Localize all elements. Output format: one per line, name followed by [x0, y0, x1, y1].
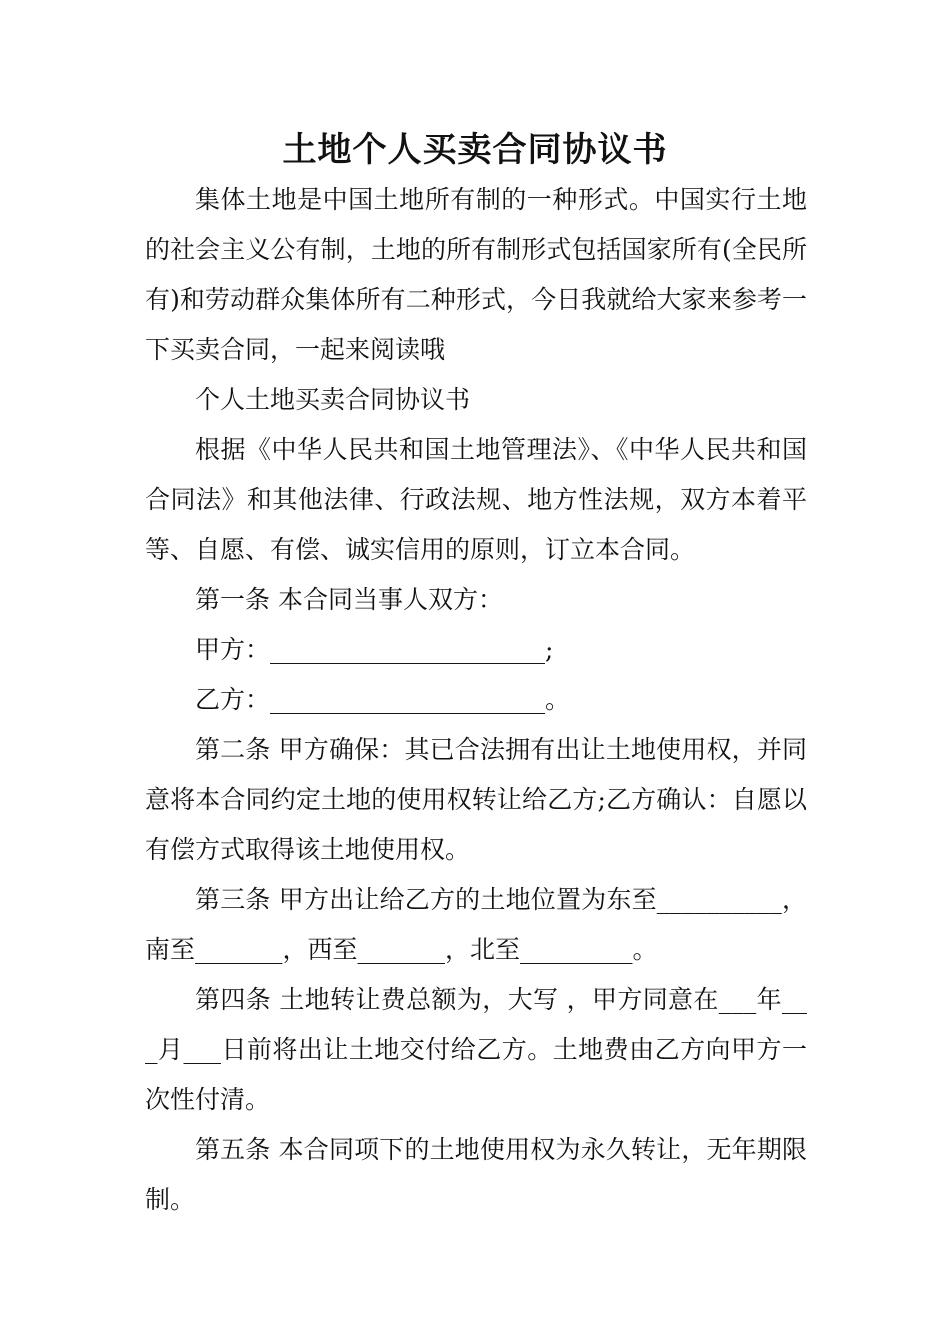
- paragraph-article-4: 第四条 土地转让费总额为，大写 ，甲方同意在___年___月___日前将出让土地交付给乙方。土地费由乙方向甲方一次性付清。: [145, 985, 807, 1114]
- paragraph-article-2: 第二条 甲方确保：其已合法拥有出让土地使用权，并同意将本合同约定土地的使用权转让给乙方;乙方确认：自愿以有偿方式取得该土地使用权。: [145, 735, 807, 864]
- paragraph-legal-basis: 根据《中华人民共和国土地管理法》、《中华人民共和国合同法》和其他法律、行政法规、地方性法规，双方本着平等、自愿、有偿、诚实信用的原则，订立本合同。: [145, 435, 807, 564]
- document-title: 土地个人买卖合同协议书: [282, 130, 668, 170]
- paragraph-party-b: 乙方：______________________。: [195, 685, 571, 714]
- paragraph-article-5: 第五条 本合同项下的土地使用权为永久转让，无年期限制。: [145, 1135, 807, 1214]
- paragraph-subtitle: 个人土地买卖合同协议书: [195, 385, 471, 414]
- paragraph-party-a: 甲方：______________________;: [195, 635, 554, 664]
- paragraph-intro: 集体土地是中国土地所有制的一种形式。中国实行土地的社会主义公有制，土地的所有制形式包括国家所有(全民所有)和劳动群众集体所有二种形式，今日我就给大家来参考一下买卖合同，一起来阅读哦: [145, 185, 807, 364]
- document-body: [145, 175, 807, 1225]
- paragraph-article-1: 第一条 本合同当事人双方：: [195, 585, 503, 614]
- paragraph-article-3: 第三条 甲方出让给乙方的土地位置为东至__________，南至_______，西至_______，北至_________。: [145, 885, 807, 964]
